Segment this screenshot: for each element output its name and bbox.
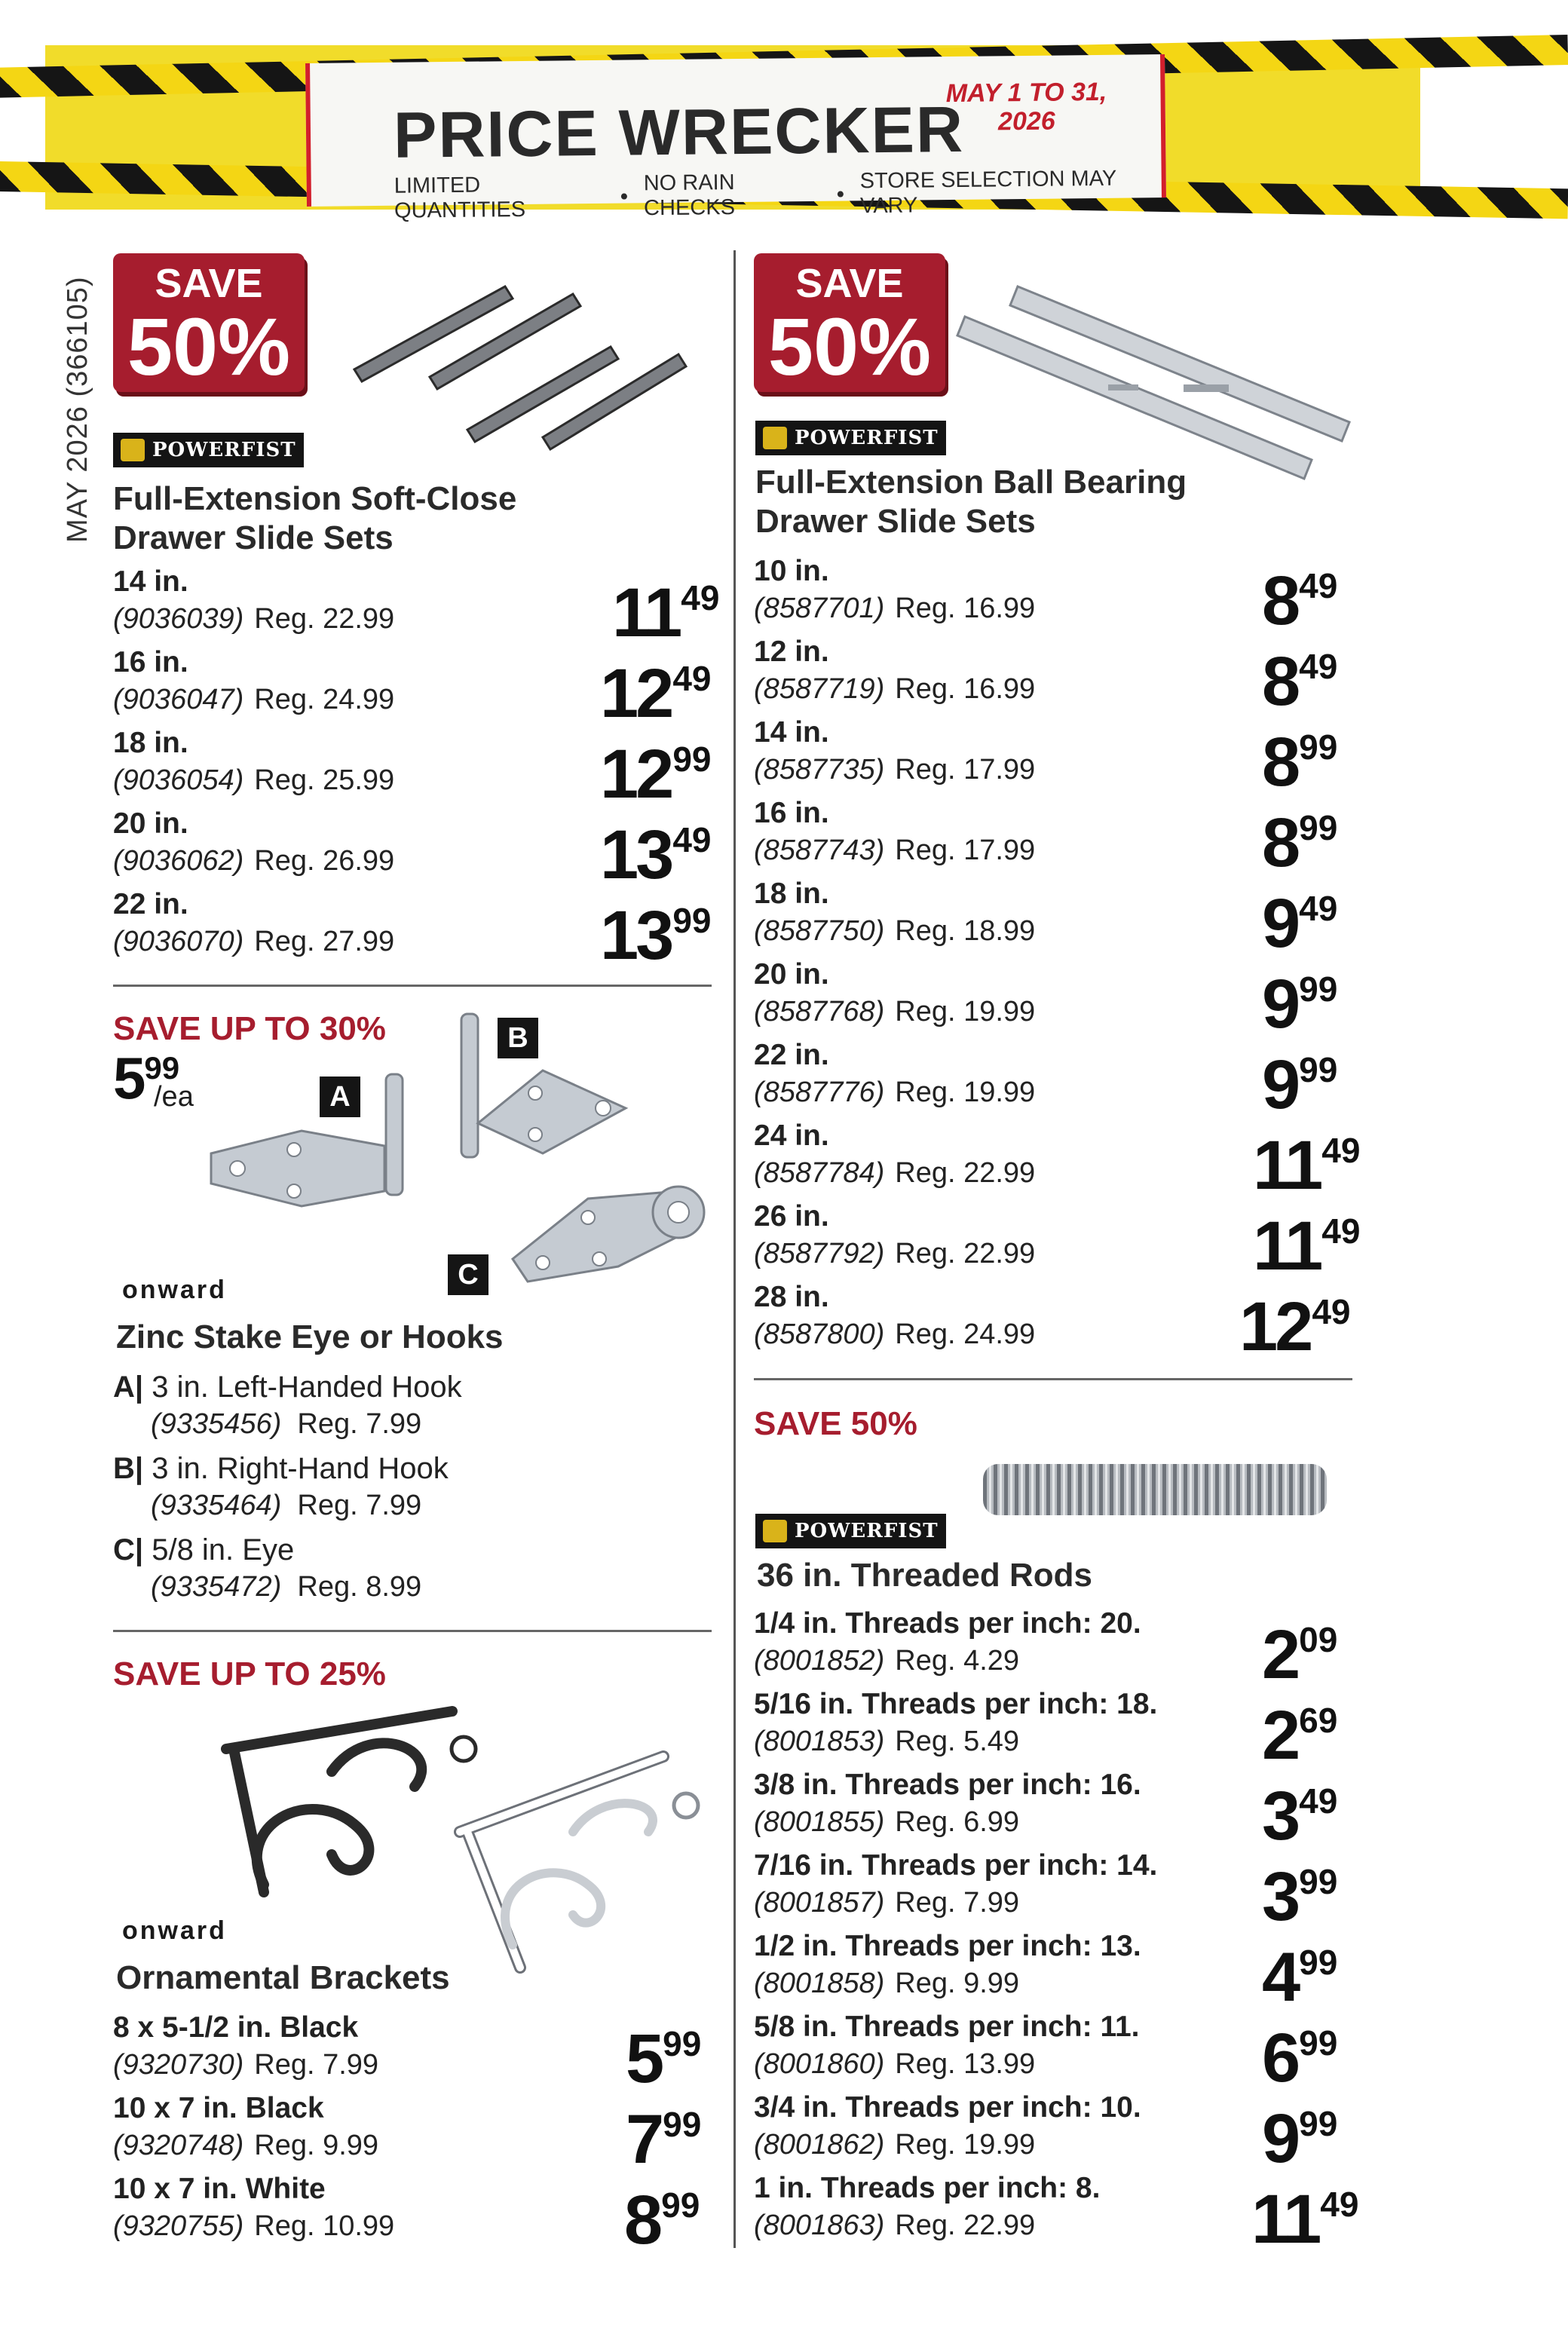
soft-close-slides-image (347, 264, 694, 445)
fist-icon (763, 1520, 787, 1542)
sale-price: 13 99 (600, 897, 712, 974)
sale-price: 13 49 (600, 816, 712, 893)
stake-item-b-sku: (9335464) Reg. 7.99 (151, 1490, 422, 1521)
sale-price: 12 49 (600, 655, 712, 732)
label-a: A (320, 1077, 360, 1117)
sale-price: 6 99 (1262, 2020, 1338, 2096)
brackets-save-headline: SAVE UP TO 25% (113, 1655, 386, 1692)
side-date-code: MAY 2026 (366105) (62, 276, 93, 543)
stake-item-c: C| 5/8 in. Eye (113, 1533, 295, 1567)
badge-percent: 50% (127, 301, 291, 392)
sale-price: 3 49 (1262, 1778, 1338, 1854)
stake-title: Zinc Stake Eye or Hooks (116, 1318, 504, 1355)
stake-price: 5 99 (113, 1045, 180, 1111)
ornamental-brackets-image (219, 1704, 716, 1983)
stake-item-a: A| 3 in. Left-Handed Hook (113, 1371, 462, 1404)
brand-powerfist-logo (755, 1514, 946, 1548)
stake-item-b: B| 3 in. Right-Hand Hook (113, 1452, 449, 1485)
banner-card (305, 54, 1166, 223)
brand-name: POWERFIST (152, 439, 296, 461)
section-divider (113, 1630, 712, 1632)
save-badge-soft-close (113, 253, 305, 392)
brand-powerfist-logo (113, 433, 304, 467)
section-divider (754, 1378, 1352, 1380)
sale-price: 12 49 (1239, 1288, 1351, 1365)
sale-price: 9 99 (1262, 2100, 1338, 2177)
hook-icon (674, 1793, 698, 1818)
sale-price: 8 49 (1262, 643, 1338, 720)
banner-note-limited: LIMITED QUANTITIES (394, 173, 526, 223)
ball-bearing-title: Full-Extension Ball Bearing Drawer Slide Sets (755, 464, 1187, 540)
badge-save-label: SAVE (155, 261, 263, 306)
brand-name: POWERFIST (795, 427, 939, 449)
label-c: C (448, 1254, 488, 1295)
sale-price: 9 49 (1262, 885, 1338, 962)
brackets-title: Ornamental Brackets (116, 1959, 450, 1996)
price-unit: /ea (154, 1081, 194, 1113)
sale-price: 12 99 (600, 736, 712, 813)
rods-title: 36 in. Threaded Rods (757, 1557, 1092, 1594)
stake-save-headline: SAVE UP TO 30% (113, 1010, 386, 1047)
stake-item-a-sku: (9335456) Reg. 7.99 (151, 1408, 422, 1440)
sale-price: 11 49 (1253, 1127, 1361, 1204)
sale-price: 8 99 (1262, 724, 1338, 801)
sale-price: 8 49 (1262, 562, 1338, 639)
label-b: B (498, 1018, 538, 1058)
ball-bearing-slides-image (957, 271, 1364, 482)
soft-close-title: Full-Extension Soft-Close Drawer Slide Sets (113, 480, 517, 556)
sale-price: 5 99 (626, 2020, 702, 2097)
badge-percent: 50% (767, 301, 932, 392)
threaded-rod-image (983, 1459, 1327, 1520)
sale-price: 3 99 (1262, 1858, 1338, 1935)
sale-price: 2 09 (1262, 1616, 1338, 1693)
fist-icon (121, 439, 145, 461)
sale-price: 8 99 (624, 2182, 700, 2259)
banner-note-rain: NO RAIN CHECKS (643, 170, 736, 221)
save-badge-ball-bearing (754, 253, 945, 392)
column-divider (733, 250, 736, 2248)
sale-price: 7 99 (626, 2101, 702, 2178)
brand-name: POWERFIST (795, 1520, 939, 1542)
brand-onward-logo: onward (122, 1916, 227, 1945)
brand-onward-logo: onward (122, 1276, 227, 1304)
sale-price: 9 99 (1262, 966, 1338, 1043)
sale-price: 11 49 (1251, 2181, 1359, 2258)
banner-note-store: STORE SELECTION MAY VARY (859, 166, 1116, 219)
rods-save-headline: SAVE 50% (754, 1405, 917, 1442)
banner-title: PRICE WRECKER (393, 93, 965, 172)
bullet-icon (838, 191, 844, 198)
sale-price: 11 49 (612, 574, 720, 651)
sale-price: 4 99 (1262, 1939, 1338, 2016)
sale-price: 2 69 (1262, 1697, 1338, 1774)
price-wrecker-banner (45, 45, 1420, 223)
badge-save-label: SAVE (795, 261, 904, 306)
brand-powerfist-logo (755, 421, 946, 455)
sale-price: 8 99 (1262, 804, 1338, 881)
banner-notes (394, 166, 1162, 224)
bullet-icon (621, 194, 627, 200)
hook-icon (452, 1737, 476, 1761)
sale-price: 11 49 (1253, 1208, 1361, 1285)
sale-price: 9 99 (1262, 1046, 1338, 1123)
section-divider (113, 985, 712, 987)
fist-icon (763, 427, 787, 449)
banner-date: MAY 1 TO 31, 2026 (945, 77, 1107, 136)
stake-item-c-sku: (9335472) Reg. 8.99 (151, 1571, 422, 1603)
